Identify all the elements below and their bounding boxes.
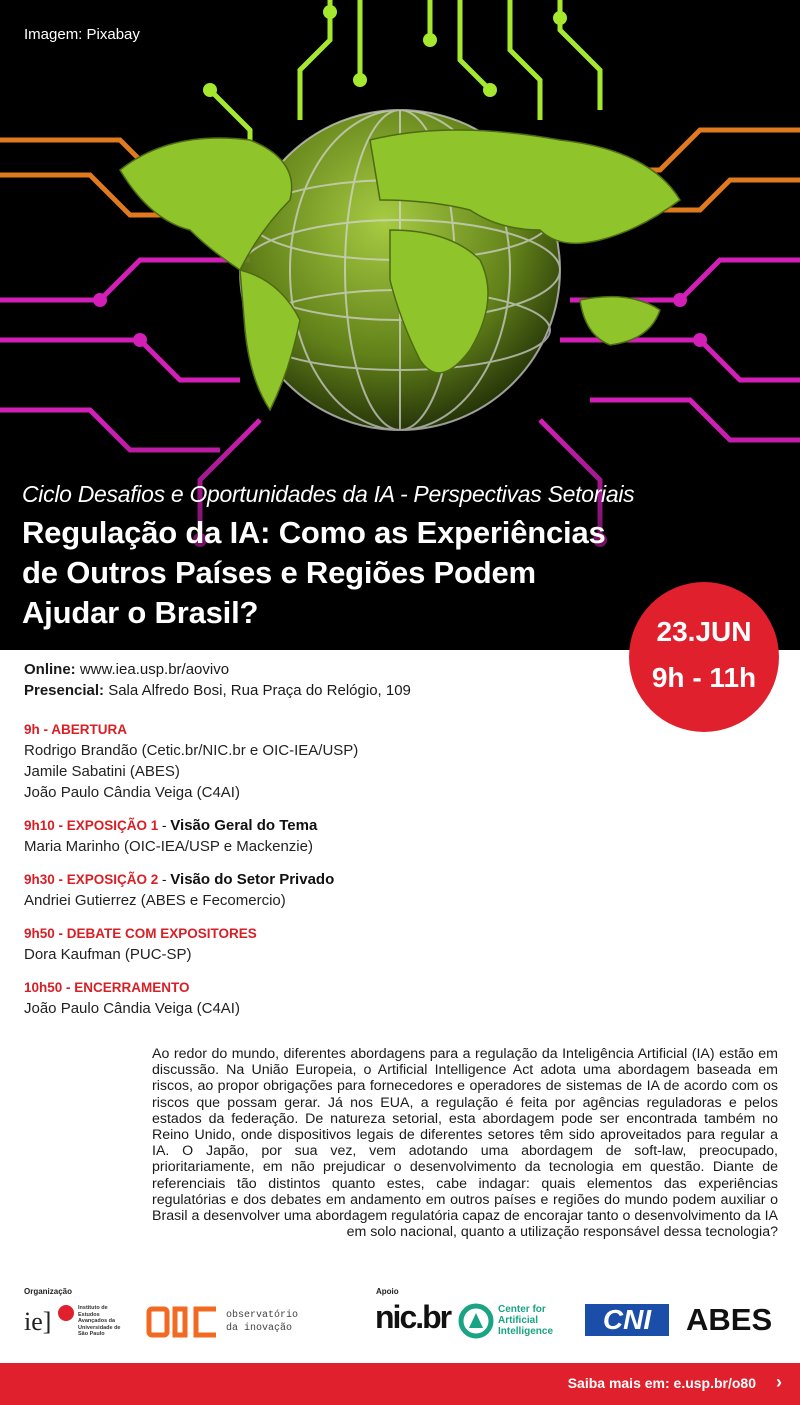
c4ai-mark-icon <box>458 1303 494 1339</box>
cni-logo[interactable]: CNI <box>585 1304 669 1336</box>
agenda-time: 9h - ABERTURA <box>24 722 127 737</box>
support-label: Apoio <box>376 1287 399 1296</box>
hero-image <box>0 0 800 650</box>
event-description: Ao redor do mundo, diferentes abordagens para a regulação da Inteligência Artificial (IA) estão em discussão. Na União Europeia, o Artificial Intelligence Act adota uma abordagem baseada em riscos, ao propor obrigações para fornecedores e operadores de sistemas de IA de acordo com os riscos que possam gerar. Já nos EUA, a regulação é feita por agências reguladoras e pelos estados da federação. De natureza setorial, esta abordagem pode ser encontrada também no Reino Unido, onde dispositivos legais de diferentes setores têm sido aproveitados para regular a IA. O Japão, por sua vez, vem adotando uma abordagem de soft-law, preocupado, prioritariamente, em não prejudicar o desenvolvimento da tecnologia em questão. Diante de referenciais tão distintos quanto estes, cabe indagar: quais elementos das experiências regulatórias e dos debates em andamento em outros países e regiões do mundo podem auxiliar o Brasil a desenvolver uma abordagem regulatória capaz de encorajar tanto o desenvolvimento da IA em solo nacional, quanto a utilização responsável dessa tecnologia? <box>152 1046 778 1241</box>
event-date: 23.JUN <box>656 616 752 647</box>
speaker: Jamile Sabatini (ABES) <box>24 763 180 780</box>
agenda-item <box>24 815 624 857</box>
iea-sub-line: Universidade de <box>78 1324 121 1331</box>
c4ai-line: Intelligence <box>498 1326 554 1337</box>
presencial-line <box>24 680 624 701</box>
c4ai-line: Center for <box>498 1304 546 1315</box>
nicbr-logo[interactable]: nic.br <box>375 1299 451 1335</box>
presencial-address: Sala Alfredo Bosi, Rua Praça do Relógio, 109 <box>104 682 411 699</box>
agenda-heading <box>24 869 624 890</box>
agenda-item <box>24 719 624 803</box>
location-info <box>24 659 624 701</box>
presencial-label: Presencial: <box>24 682 105 699</box>
oic-logo-text <box>226 1309 298 1335</box>
event-time: 9h - 11h <box>651 662 757 693</box>
chevron-right-icon[interactable]: › <box>776 1372 782 1392</box>
title-line: Ajudar o Brasil? <box>22 595 259 630</box>
agenda-heading <box>24 923 624 944</box>
c4ai-logo[interactable] <box>458 1301 570 1341</box>
agenda-item <box>24 923 624 965</box>
abes-logo[interactable] <box>686 1302 778 1338</box>
footer-bar[interactable] <box>0 1363 800 1405</box>
iea-logo[interactable] <box>24 1303 134 1343</box>
abes-logo-text: ABES <box>686 1302 773 1337</box>
agenda-time: 9h10 - EXPOSIÇÃO 1 <box>24 818 159 833</box>
iea-logo-subtitle <box>78 1305 121 1338</box>
oic-line: da inovação <box>226 1323 293 1334</box>
iea-mark-icon <box>58 1305 74 1321</box>
event-series: Ciclo Desafios e Oportunidades da IA - Perspectivas Setoriais <box>22 481 635 507</box>
agenda-heading <box>24 977 624 998</box>
speaker: Dora Kaufman (PUC-SP) <box>24 946 192 963</box>
iea-sub-line: Instituto de <box>78 1305 108 1311</box>
iea-logo-text: ie] <box>24 1307 52 1336</box>
online-line <box>24 659 624 680</box>
agenda-item <box>24 977 624 1019</box>
agenda-item <box>24 869 624 911</box>
online-label: Online: <box>24 661 76 678</box>
agenda-time: 9h30 - EXPOSIÇÃO 2 <box>24 872 159 887</box>
oic-line: observatório <box>226 1310 299 1321</box>
speaker: João Paulo Cândia Veiga (C4AI) <box>24 1000 240 1017</box>
speaker: Maria Marinho (OIC-IEA/USP e Mackenzie) <box>24 838 313 855</box>
speaker: Rodrigo Brandão (Cetic.br/NIC.br e OIC-IEA/USP) <box>24 742 359 759</box>
oic-logo[interactable] <box>146 1304 306 1340</box>
speaker: Andriei Gutierrez (ABES e Fecomercio) <box>24 892 286 909</box>
agenda-heading <box>24 719 624 740</box>
online-link[interactable]: www.iea.usp.br/aovivo <box>75 661 230 678</box>
speaker: João Paulo Cândia Veiga (C4AI) <box>24 784 240 801</box>
agenda-topic: Visão do Setor Privado <box>170 871 335 888</box>
agenda-separator: - <box>158 872 171 887</box>
iea-sub-line: São Paulo <box>78 1331 105 1337</box>
agenda-separator: - <box>158 818 171 833</box>
image-credit: Imagem: Pixabay <box>24 26 140 43</box>
more-info-link[interactable]: Saiba mais em: e.usp.br/o80 <box>567 1375 756 1391</box>
title-line: Regulação da IA: Como as Experiências <box>22 515 606 550</box>
agenda-topic: Visão Geral do Tema <box>170 817 318 834</box>
iea-sub-line: Estudos <box>78 1311 100 1318</box>
date-badge <box>629 582 779 732</box>
agenda-time: 9h50 - DEBATE COM EXPOSITORES <box>24 926 257 941</box>
title-line: de Outros Países e Regiões Podem <box>22 555 536 590</box>
agenda-heading <box>24 815 624 836</box>
oic-mark-icon <box>146 1306 220 1338</box>
agenda <box>24 719 624 1031</box>
iea-sub-line: Avançados da <box>78 1318 116 1324</box>
event-title <box>22 513 702 633</box>
organizer-label: Organização <box>24 1287 73 1296</box>
agenda-time: 10h50 - ENCERRAMENTO <box>24 980 190 995</box>
c4ai-logo-text <box>498 1304 553 1337</box>
c4ai-line: Artificial <box>498 1315 539 1326</box>
